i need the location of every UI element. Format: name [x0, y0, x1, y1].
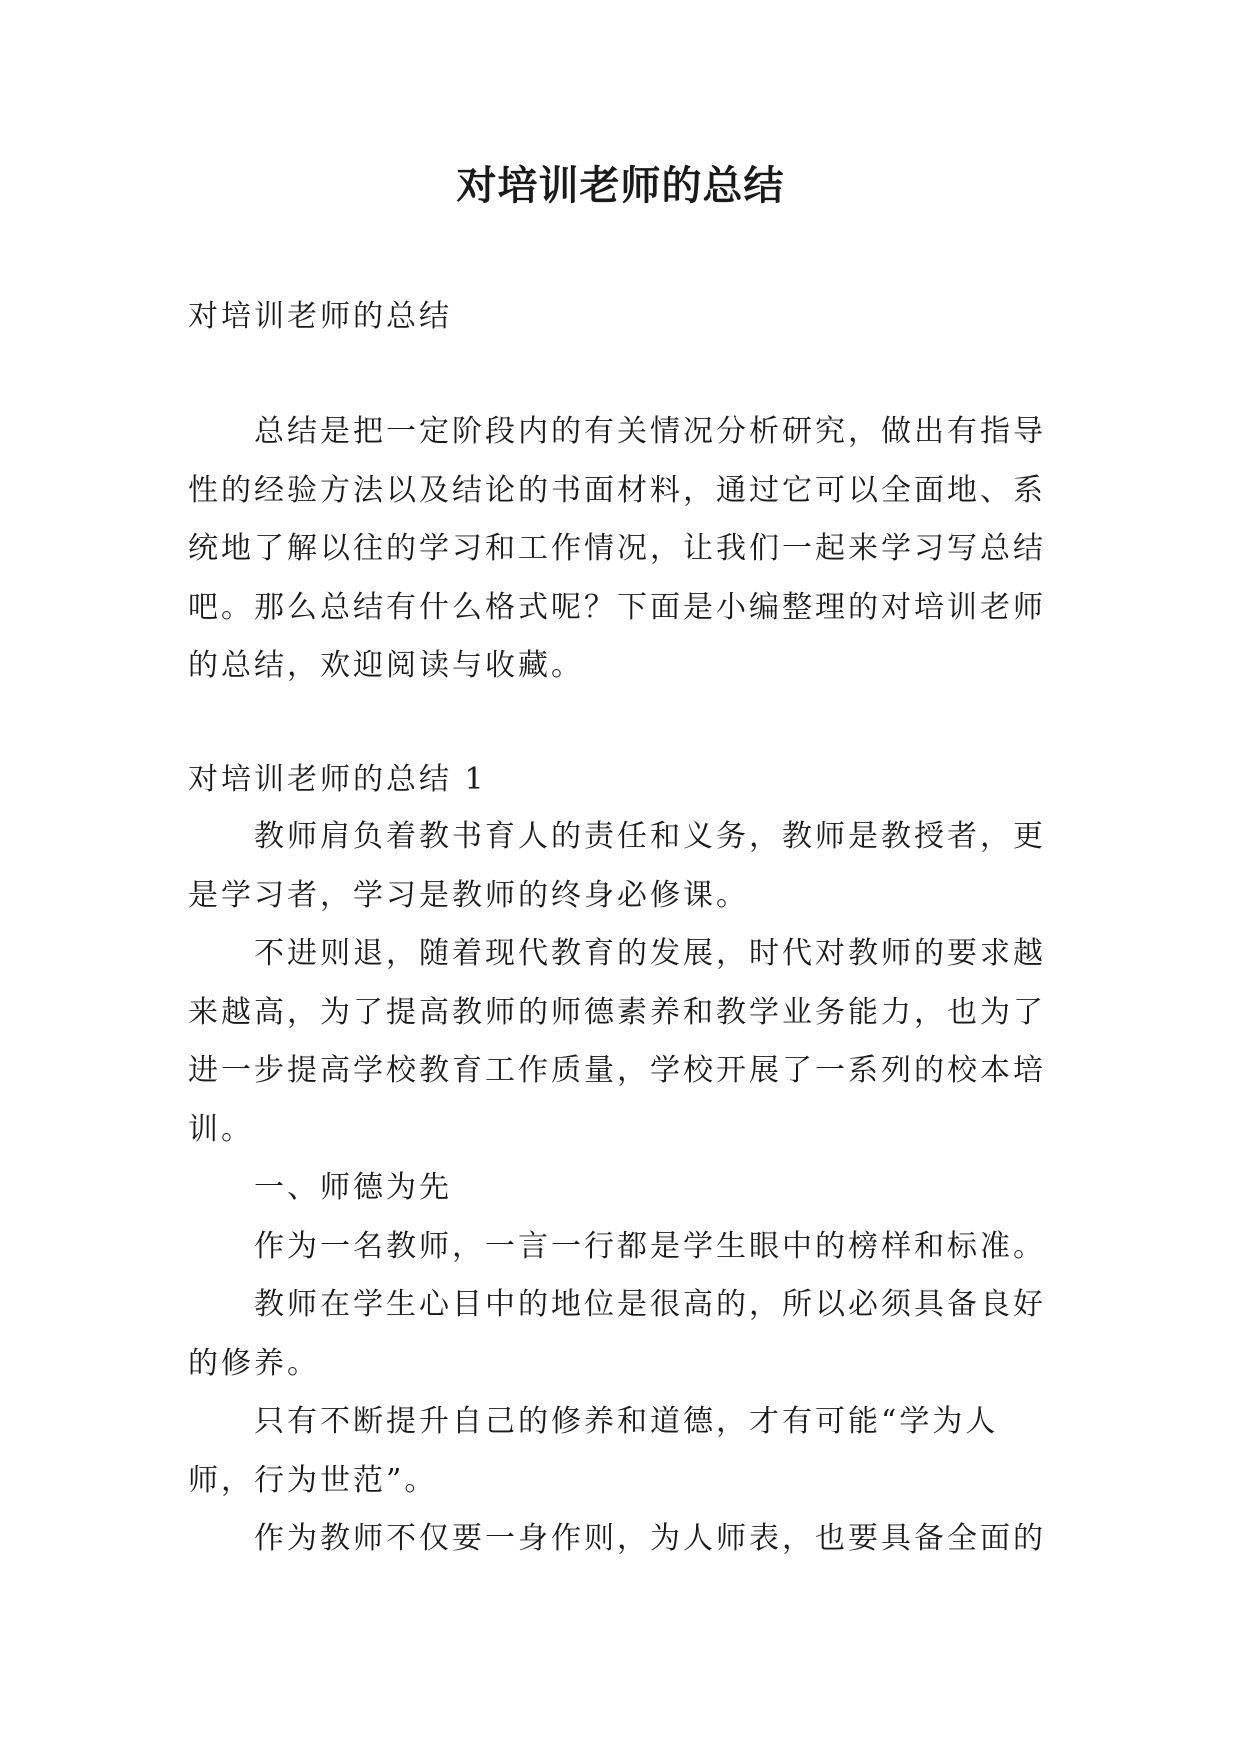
paragraph: 作为教师不仅要一身作则，为人师表，也要具备全面的 — [254, 1521, 1046, 1556]
paragraph: 教师在学生心目中的地位是很高的，所以必须具备良好的修养。 — [188, 1287, 1046, 1381]
paragraph: 作为一名教师，一言一行都是学生眼中的榜样和标准。 — [254, 1228, 1046, 1264]
paragraph: 只有不断提升自己的修养和道德，才有可能“学为人师，行为世范”。 — [188, 1404, 999, 1498]
subsection-heading: 一、师德为先 — [254, 1170, 452, 1205]
section-heading: 对培训老师的总结 1 — [188, 762, 487, 797]
document-title: 对培训老师的总结 — [456, 162, 785, 209]
document-subtitle: 对培训老师的总结 — [188, 299, 452, 334]
intro-paragraph: 总结是把一定阶段内的有关情况分析研究，做出有指导性的经验方法以及结论的书面材料，通过它可以全面地、系统地了解以往的学习和工作情况，让我们一起来学习写总结吧。那么总结有什么格式呢？下面是小编整理的对培训老师的总结，欢迎阅读与收藏。 — [188, 414, 1046, 683]
paragraph: 不进则退，随着现代教育的发展，时代对教师的要求越来越高，为了提高教师的师德素养和教学业务能力，也为了进一步提高学校教育工作质量，学校开展了一系列的校本培训。 — [188, 936, 1046, 1147]
paragraph: 教师肩负着教书育人的责任和义务，教师是教授者，更是学习者，学习是教师的终身必修课。 — [188, 819, 1046, 913]
section-content — [188, 808, 1054, 1569]
